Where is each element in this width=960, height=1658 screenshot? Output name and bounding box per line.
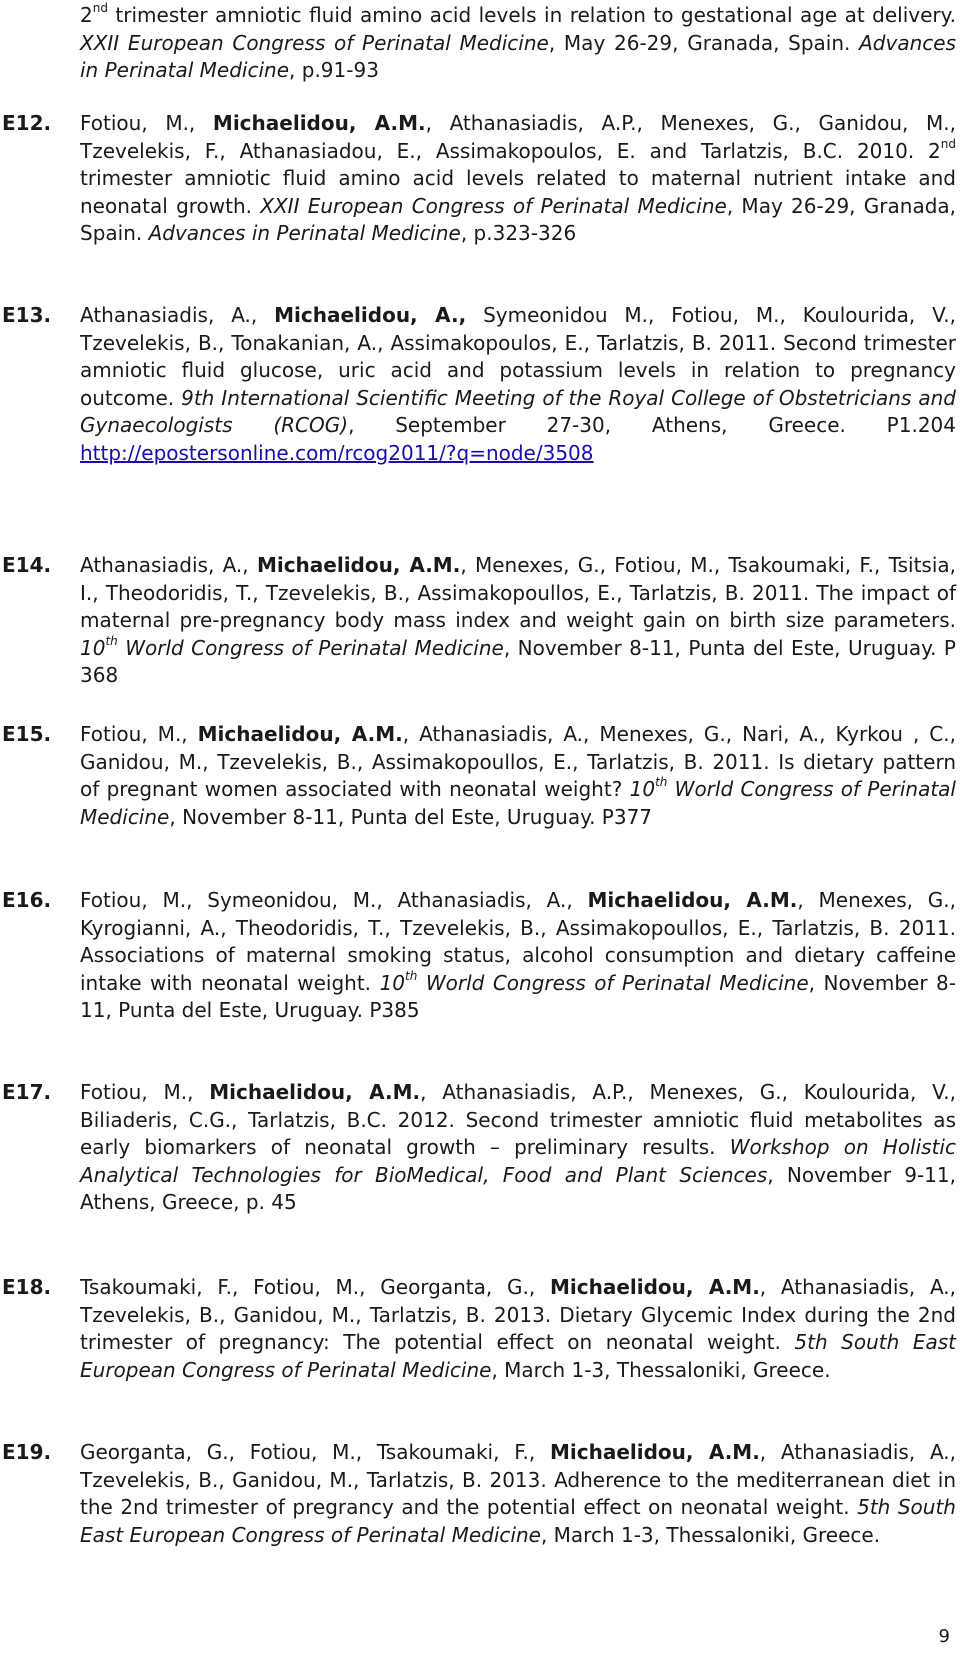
reference-fragment: , March 1-3, Thessaloniki, Greece.	[540, 1522, 881, 1547]
reference-text	[80, 110, 956, 248]
reference-fragment: , May 26-29, Granada, Spain.	[80, 193, 957, 245]
reference-id: E12.	[2, 111, 52, 135]
venue-text: XXII European Congress of Perinatal Medicine	[80, 30, 549, 55]
reference-fragment: , March 1-3, Thessaloniki, Greece.	[491, 1357, 831, 1382]
reference-id: E19.	[2, 1440, 52, 1464]
venue-text: 9th International Scientific Meeting of the Royal College of Obstetricians and Gynaecologists (RCOG)	[80, 385, 956, 437]
reference-fragment: Symeonidou M., Fotiou, M., Koulourida, V., Tzevelekis, B., Tonakanian, A., Assimakopoulos, E., Tarlatzis, B. 2011. Second trimester amniotic fluid glucose, uric acid and potassium levels in relation to pregnancy outcome.	[80, 303, 956, 410]
reference-fragment: nd	[940, 136, 956, 151]
reference-fragment: , November 8-11, Punta del Este, Uruguay. P377	[169, 804, 653, 829]
reference-fragment: , Athanasiadis, A., Tzevelekis, B., Ganidou, M., Tarlatzis, B. 2013. Adherence to the mediterranean diet in the 2nd trimester of pregrancy and the potential effect on neonatal weight.	[80, 1440, 956, 1519]
reference-id: E17.	[2, 1080, 52, 1104]
reference-fragment: Athanasiadis, A.,	[80, 553, 257, 577]
reference-text	[80, 721, 956, 831]
reference-fragment: , Athanasiadis, A., Tzevelekis, B., Ganidou, M., Tarlatzis, B. 2013. Dietary Glycemic Index during the 2nd trimester of pregnancy: The potential effect on neonatal weight.	[80, 1275, 956, 1354]
author-highlight: Michaelidou, A.M.	[587, 888, 798, 912]
reference-fragment: , p.323-326	[460, 221, 577, 245]
reference-text	[80, 2, 956, 85]
reference-fragment: , p.91-93	[289, 58, 379, 82]
reference-id: E15.	[2, 722, 52, 746]
author-highlight: Michaelidou, A.M.	[209, 1080, 421, 1104]
reference-fragment: Fotiou, M.,	[80, 111, 213, 135]
reference-fragment: , November 8-11, Punta del Este, Uruguay. P385	[80, 970, 956, 1022]
reference-id: E18.	[2, 1275, 52, 1299]
reference-text	[80, 552, 956, 690]
venue-text: 10	[379, 970, 406, 995]
reference-fragment: , Athanasiadis, A., Menexes, G., Nari, A., Kyrkou , C., Ganidou, M., Tzevelekis, B., Assimakopoullos, E., Tarlatzis, B. 2011. Is dietary pattern of pregnant women associated with neonatal weight?	[80, 722, 956, 801]
venue-text: th	[105, 633, 118, 648]
reference-fragment: , Menexes, G., Kyrogianni, A., Theodoridis, T., Tzevelekis, B., Assimakopoullos, E., Tarlatzis, B. 2011. Associations of maternal smoking status, alcohol consumption and dietary caffeine intake with neonatal weight.	[80, 888, 957, 995]
reference-text	[80, 1079, 956, 1217]
venue-text: World Congress of Perinatal Medicine	[117, 635, 504, 660]
reference-fragment: , September 27-30, Athens, Greece. P1.204	[348, 413, 957, 437]
venue-text: 10	[80, 635, 106, 660]
venue-text: World Congress of Perinatal Medicine	[80, 777, 956, 829]
venue-text: 5th South East European Congress of Perinatal Medicine	[80, 1495, 956, 1547]
reference-id: E14.	[2, 553, 52, 577]
reference-text	[80, 302, 956, 467]
author-highlight: Michaelidou, A.M.	[197, 722, 403, 746]
reference-text	[80, 1274, 956, 1384]
reference-fragment: trimester amniotic fluid amino acid levels in relation to gestational age at delivery.	[107, 3, 956, 27]
reference-fragment: , May 26-29, Granada, Spain.	[548, 30, 860, 55]
author-highlight: Michaelidou, A.M.	[212, 111, 426, 135]
author-highlight: Michaelidou, A.M.	[549, 1440, 760, 1464]
venue-text: Advances in Perinatal Medicine	[80, 30, 956, 82]
reference-fragment: Fotiou, M., Symeonidou, M., Athanasiadis, A.,	[80, 888, 588, 912]
reference-text	[80, 887, 956, 1025]
author-highlight: Michaelidou, A.,	[274, 303, 467, 327]
reference-fragment: nd	[92, 1, 108, 16]
reference-text	[80, 1439, 956, 1549]
reference-fragment: Fotiou, M.,	[80, 722, 198, 746]
reference-fragment: , November 8-11, Punta del Este, Uruguay. P 368	[80, 635, 956, 687]
venue-text: th	[655, 775, 668, 790]
reference-fragment: Tsakoumaki, F., Fotiou, M., Georganta, G.,	[80, 1275, 550, 1299]
reference-id: E13.	[2, 303, 52, 327]
venue-text: 10	[629, 777, 656, 801]
venue-text: th	[405, 968, 418, 983]
reference-fragment: , Athanasiadis, A.P., Menexes, G., Ganidou, M., Tzevelekis, F., Athanasiadou, E., Assimakopoulos, E. and Tarlatzis, B.C. 2010. 2	[80, 111, 956, 163]
reference-fragment: trimester amniotic fluid amino acid levels related to maternal nutrient intake and neonatal growth.	[80, 166, 956, 218]
reference-fragment: , Athanasiadis, A.P., Menexes, G., Koulourida, V., Biliaderis, C.G., Tarlatzis, B.C. 2012. Second trimester amniotic fluid metabolites as early biomarkers of neonatal growth – preliminary results.	[80, 1080, 956, 1159]
venue-text: Advances in Perinatal Medicine	[148, 221, 461, 245]
venue-text: XXII European Congress of Perinatal Medicine	[260, 193, 727, 218]
reference-fragment: , Menexes, G., Fotiou, M., Tsakoumaki, F., Tsitsia, I., Theodoridis, T., Tzevelekis, B., Assimakopoullos, E., Tarlatzis, B. 2011. The impact of maternal pre-pregnancy body mass index and weight gain on birth size parameters.	[80, 553, 957, 632]
reference-fragment: Athanasiadis, A.,	[80, 303, 275, 327]
venue-text: Workshop on Holistic Analytical Technologies for BioMedical, Food and Plant Sciences	[80, 1135, 956, 1187]
author-highlight: Michaelidou, A.M.	[256, 553, 461, 577]
reference-fragment: Fotiou, M.,	[80, 1080, 210, 1104]
reference-id: E16.	[2, 888, 52, 912]
venue-text: World Congress of Perinatal Medicine	[417, 970, 809, 995]
author-highlight: Michaelidou, A.M.	[549, 1275, 760, 1299]
page-number: 9	[938, 1626, 950, 1647]
reference-fragment: Georganta, G., Fotiou, M., Tsakoumaki, F.,	[80, 1440, 550, 1464]
reference-fragment: , November 9-11, Athens, Greece, p. 45	[80, 1162, 956, 1214]
venue-text: 5th South East European Congress of Perinatal Medicine	[80, 1330, 956, 1382]
reference-fragment: 2	[80, 3, 93, 27]
reference-link[interactable]: http://epostersonline.com/rcog2011/?q=node/3508	[80, 440, 594, 465]
